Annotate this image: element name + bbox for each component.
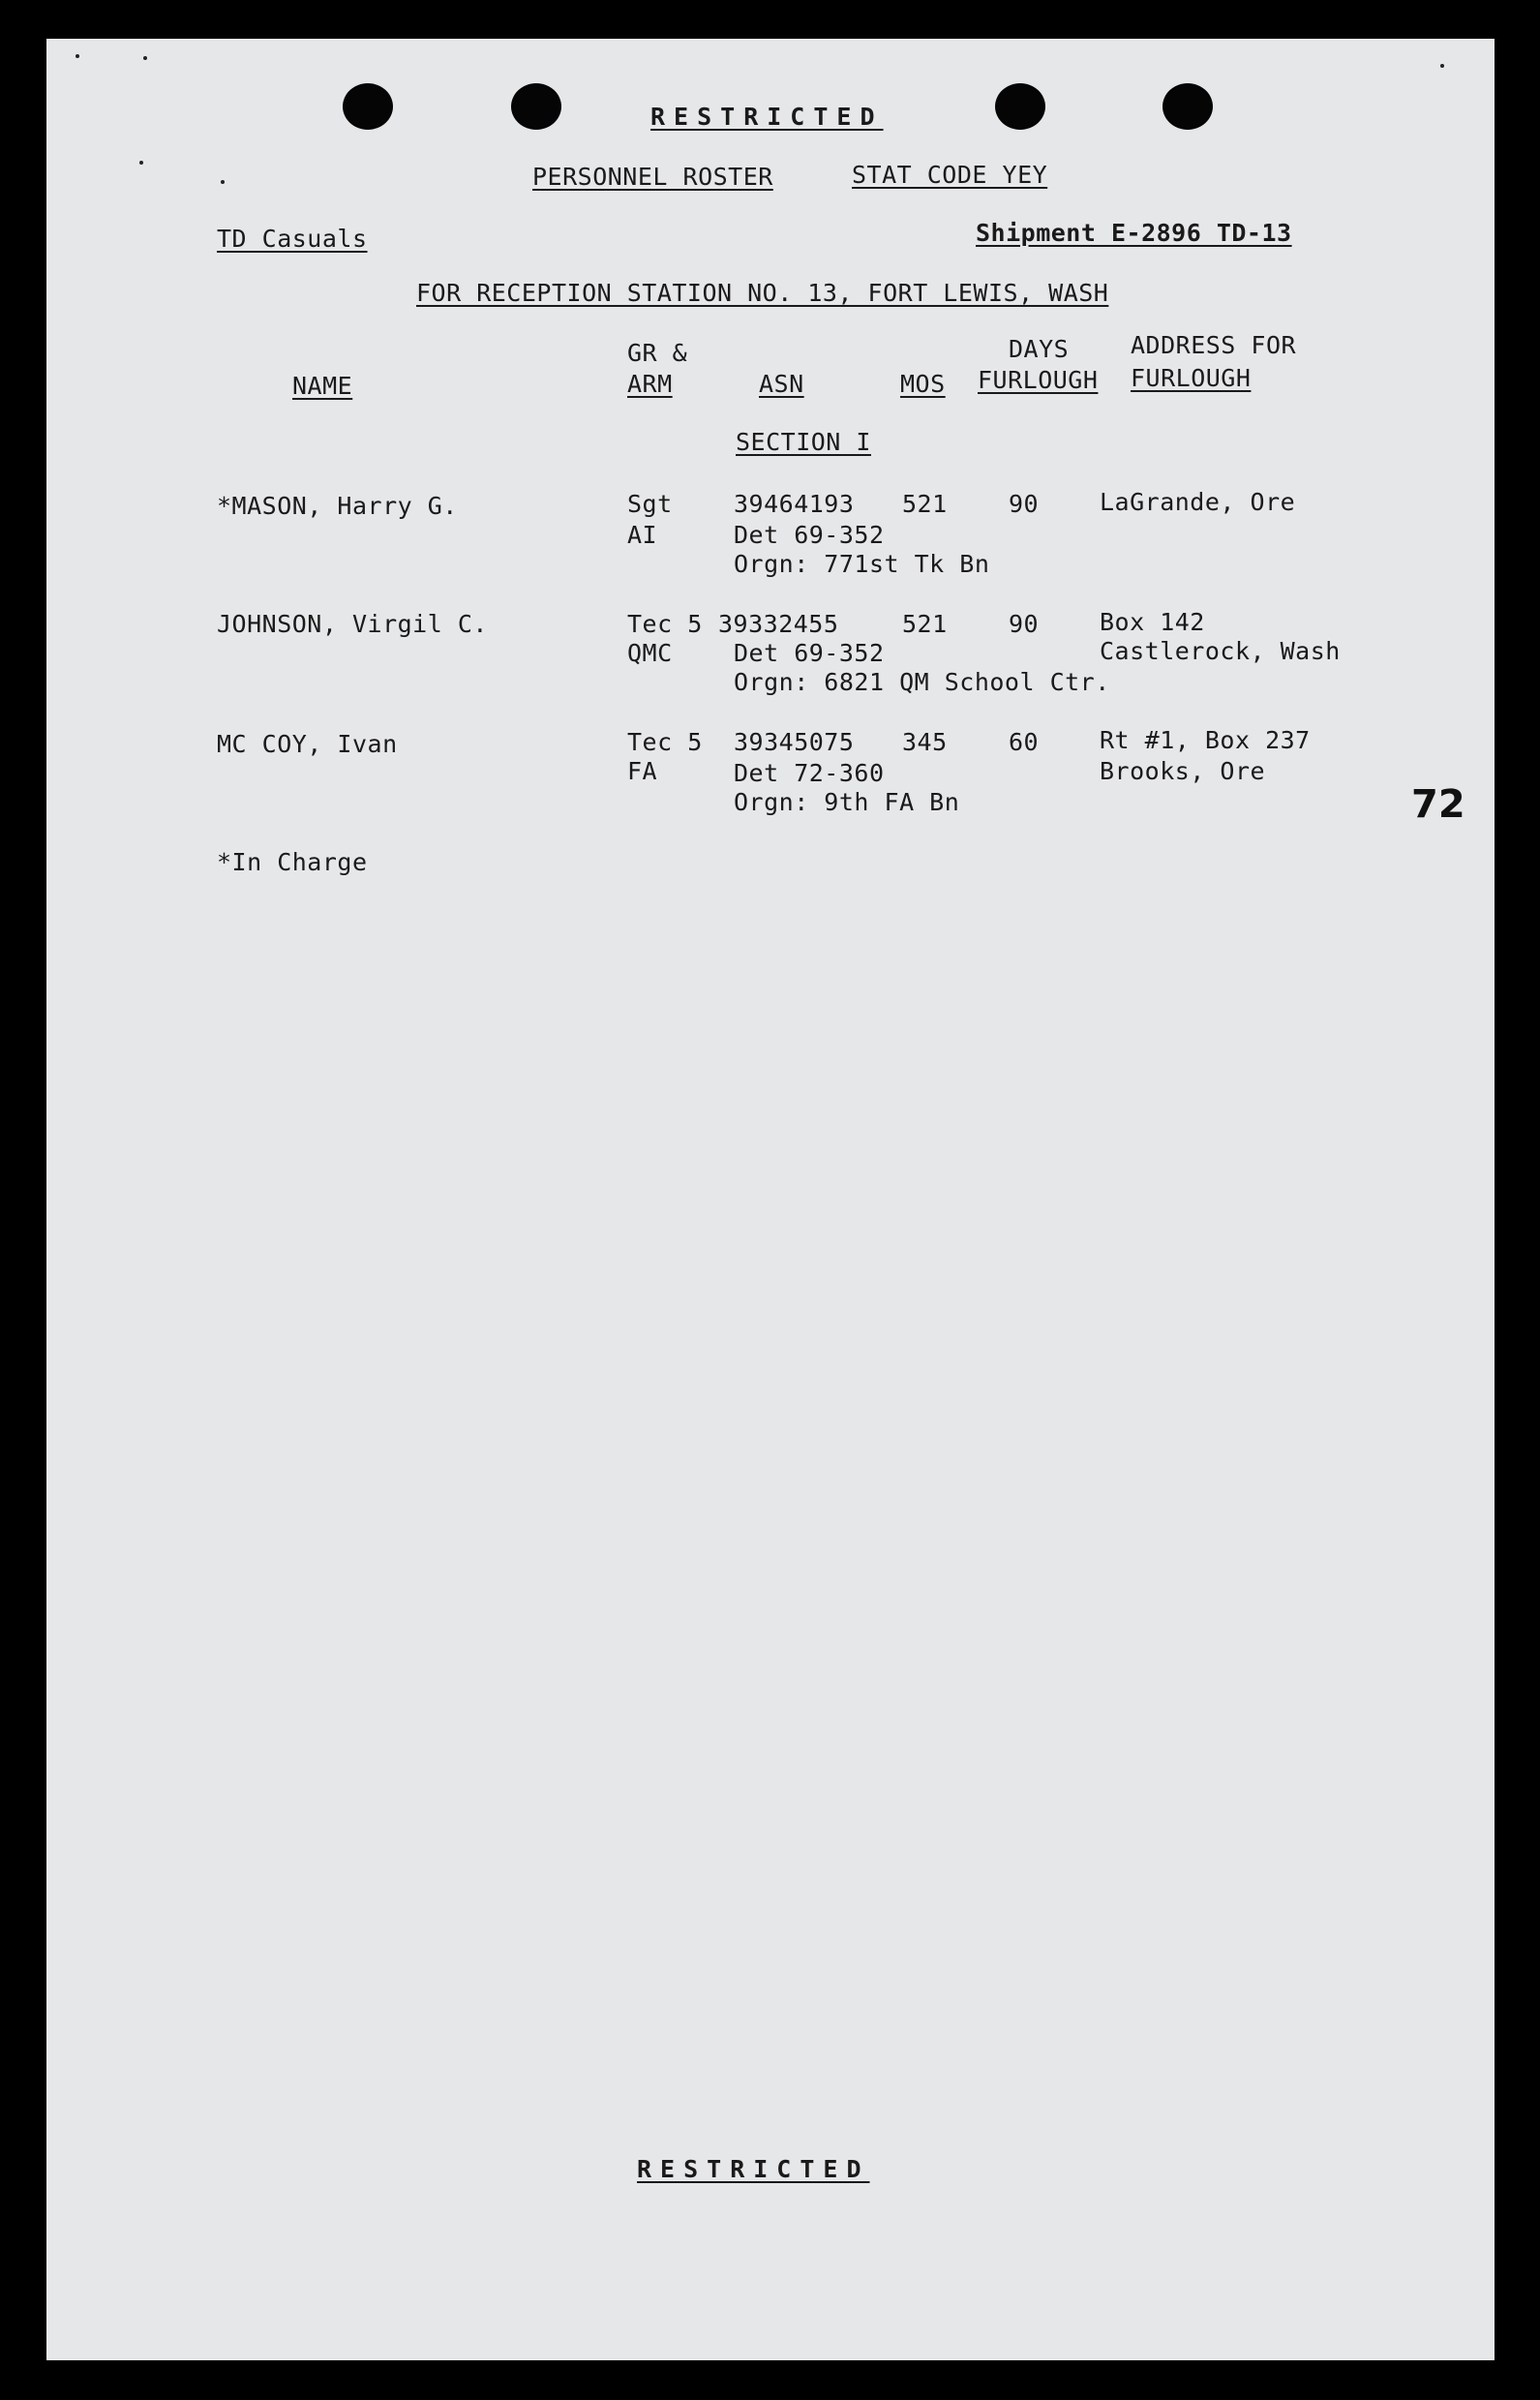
- row-mos: 521: [902, 610, 948, 638]
- page-number: 72: [1411, 782, 1465, 827]
- row-address-line1: LaGrande, Ore: [1100, 488, 1296, 516]
- punch-hole: [511, 83, 561, 130]
- destination: FOR RECEPTION STATION NO. 13, FORT LEWIS, WASH: [416, 279, 1109, 307]
- row-days: 90: [1009, 490, 1040, 518]
- header-gr-line1: GR &: [627, 339, 688, 367]
- speck: [139, 161, 143, 165]
- speck: [75, 54, 79, 58]
- row-detachment: Det 69-352: [734, 639, 885, 667]
- header-mos: MOS: [900, 370, 946, 398]
- row-organization: Orgn: 6821 QM School Ctr.: [734, 668, 1110, 696]
- row-asn: 39345075: [734, 728, 855, 756]
- row-grade: Tec 5: [627, 728, 703, 756]
- row-asn: 39464193: [734, 490, 855, 518]
- classification-top: RESTRICTED: [650, 103, 884, 131]
- row-address-line2: Brooks, Ore: [1100, 757, 1266, 785]
- section-heading: SECTION I: [736, 428, 871, 456]
- classification-bottom: RESTRICTED: [637, 2155, 870, 2183]
- row-asn: 39332455: [718, 610, 839, 638]
- stat-code: STAT CODE YEY: [852, 161, 1048, 189]
- row-arm: QMC: [627, 639, 673, 667]
- group-label: TD Casuals: [217, 225, 368, 253]
- row-name: *MASON, Harry G.: [217, 492, 458, 520]
- speck: [221, 180, 225, 184]
- punch-hole: [995, 83, 1045, 130]
- row-name: JOHNSON, Virgil C.: [217, 610, 488, 638]
- header-asn: ASN: [759, 370, 804, 398]
- header-gr-line2: ARM: [627, 370, 673, 398]
- row-organization: Orgn: 771st Tk Bn: [734, 550, 990, 578]
- header-days-line1: DAYS: [1009, 335, 1070, 363]
- speck: [143, 56, 147, 60]
- roster-title: PERSONNEL ROSTER: [532, 163, 773, 191]
- row-name: MC COY, Ivan: [217, 730, 398, 758]
- row-organization: Orgn: 9th FA Bn: [734, 788, 960, 816]
- row-grade: Tec 5: [627, 610, 703, 638]
- header-address-line1: ADDRESS FOR: [1131, 331, 1297, 359]
- row-mos: 345: [902, 728, 948, 756]
- row-mos: 521: [902, 490, 948, 518]
- row-arm: FA: [627, 757, 658, 785]
- punch-hole: [343, 83, 393, 130]
- row-address-line1: Box 142: [1100, 608, 1205, 636]
- header-address-line2: FURLOUGH: [1131, 364, 1252, 392]
- header-name: NAME: [292, 372, 353, 400]
- speck: [1440, 64, 1444, 68]
- row-address-line1: Rt #1, Box 237: [1100, 726, 1311, 754]
- punch-hole: [1163, 83, 1213, 130]
- roster-page: [46, 39, 1495, 2360]
- row-detachment: Det 69-352: [734, 521, 885, 549]
- row-detachment: Det 72-360: [734, 759, 885, 787]
- row-days: 60: [1009, 728, 1040, 756]
- shipment-number: Shipment E-2896 TD-13: [976, 219, 1292, 247]
- row-days: 90: [1009, 610, 1040, 638]
- row-arm: AI: [627, 521, 658, 549]
- row-address-line2: Castlerock, Wash: [1100, 637, 1341, 665]
- header-days-line2: FURLOUGH: [978, 366, 1099, 394]
- row-grade: Sgt: [627, 490, 673, 518]
- footnote: *In Charge: [217, 848, 368, 876]
